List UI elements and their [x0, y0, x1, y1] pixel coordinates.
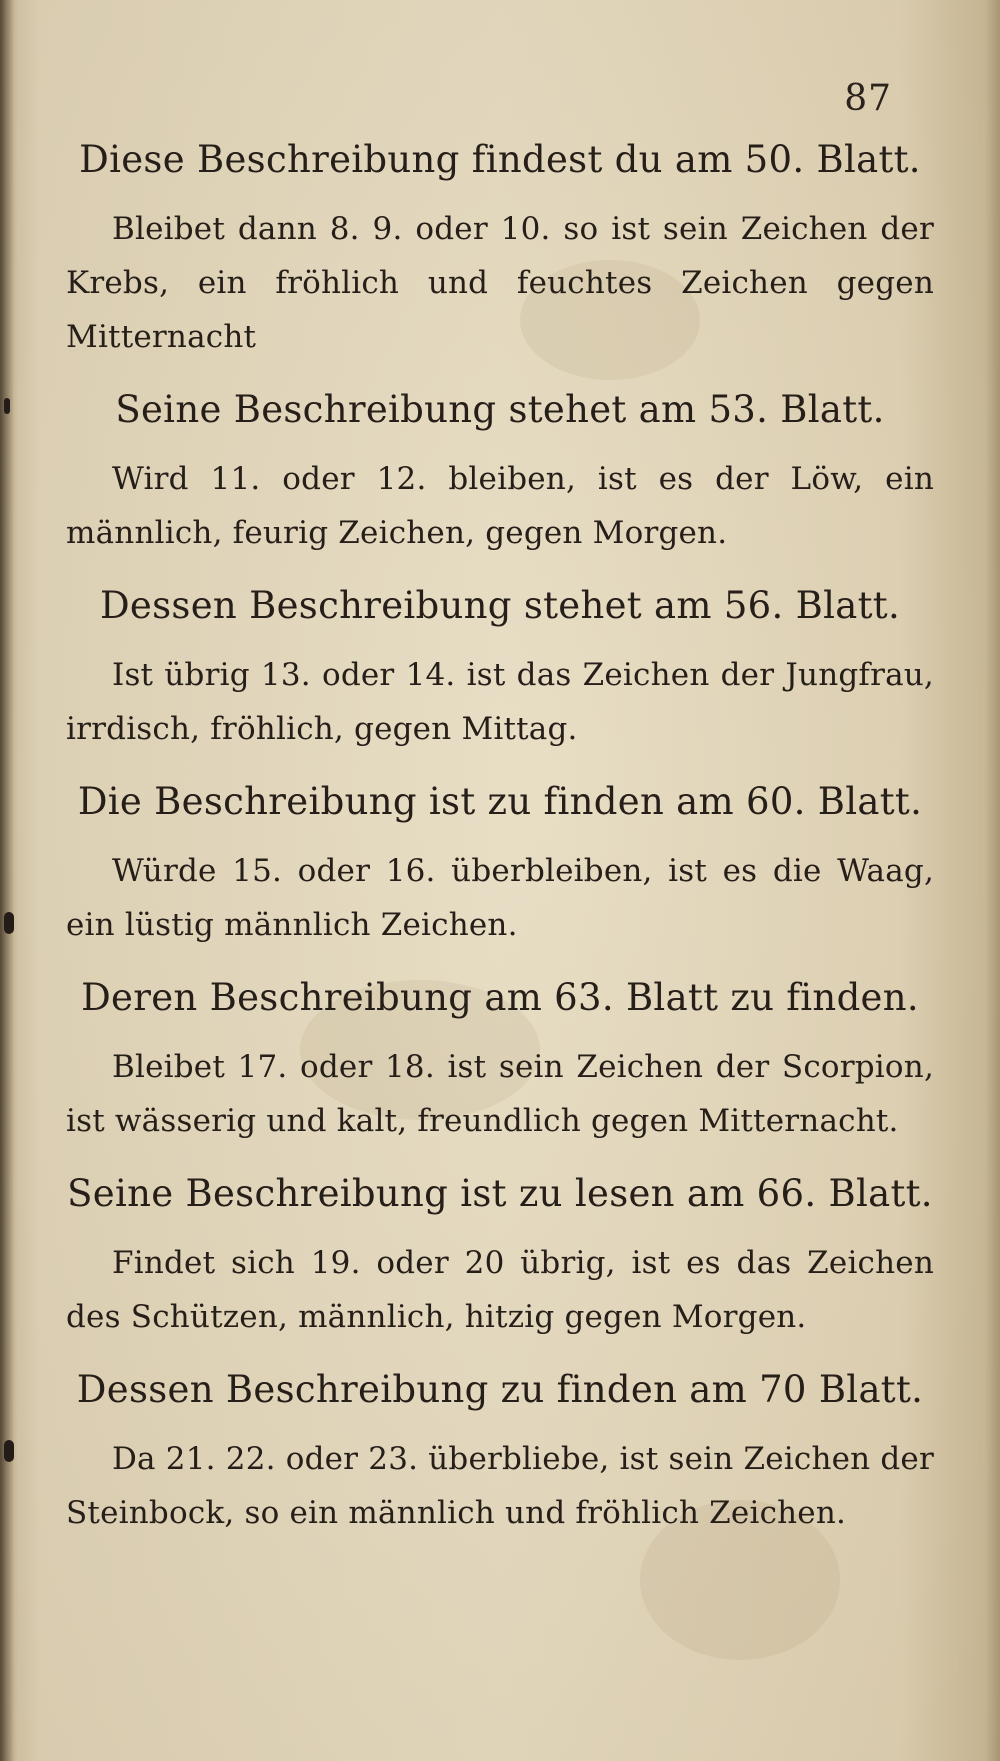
section-heading: Dessen Beschreibung stehet am 56. Blatt. [99, 584, 901, 627]
paragraph: Da 21. 22. oder 23. überbliebe, ist sein Zeichen der Steinbock, so ein männlich und fröhlich Zeichen. [66, 1441, 934, 1531]
page-text [66, 132, 934, 1558]
paragraph: Bleibet dann 8. 9. oder 10. so ist sein Zeichen der Krebs, ein fröhlich und feuchtes Zeichen gegen Mitternacht [66, 211, 934, 355]
margin-mark [4, 1440, 14, 1462]
paragraph: Würde 15. oder 16. überbleiben, ist es die Waag, ein lüstig männlich Zeichen. [66, 853, 934, 943]
margin-mark [4, 398, 10, 414]
section-heading: Seine Beschreibung stehet am 53. Blatt. [115, 388, 885, 431]
section-heading: Diese Beschreibung findest du am 50. Blatt. [79, 138, 921, 181]
page-number: 87 [844, 78, 892, 119]
paragraph: Wird 11. oder 12. bleiben, ist es der Löw, ein männlich, feurig Zeichen, gegen Morgen. [66, 461, 934, 551]
section-heading: Die Beschreibung ist zu finden am 60. Blatt. [77, 780, 923, 823]
page-gutter-shadow [0, 0, 14, 1761]
paragraph: Ist übrig 13. oder 14. ist das Zeichen der Jungfrau, irrdisch, fröhlich, gegen Mittag. [66, 657, 934, 747]
section-heading: Seine Beschreibung ist zu lesen am 66. Blatt. [67, 1172, 933, 1215]
margin-mark [4, 912, 14, 934]
paragraph: Bleibet 17. oder 18. ist sein Zeichen der Scorpion, ist wässerig und kalt, freundlich gegen Mitternacht. [66, 1049, 934, 1139]
section-heading: Deren Beschreibung am 63. Blatt zu finden. [81, 976, 919, 1019]
section-heading: Dessen Beschreibung zu finden am 70 Blatt. [76, 1368, 924, 1411]
paragraph: Findet sich 19. oder 20 übrig, ist es das Zeichen des Schützen, männlich, hitzig gegen Morgen. [66, 1245, 934, 1335]
